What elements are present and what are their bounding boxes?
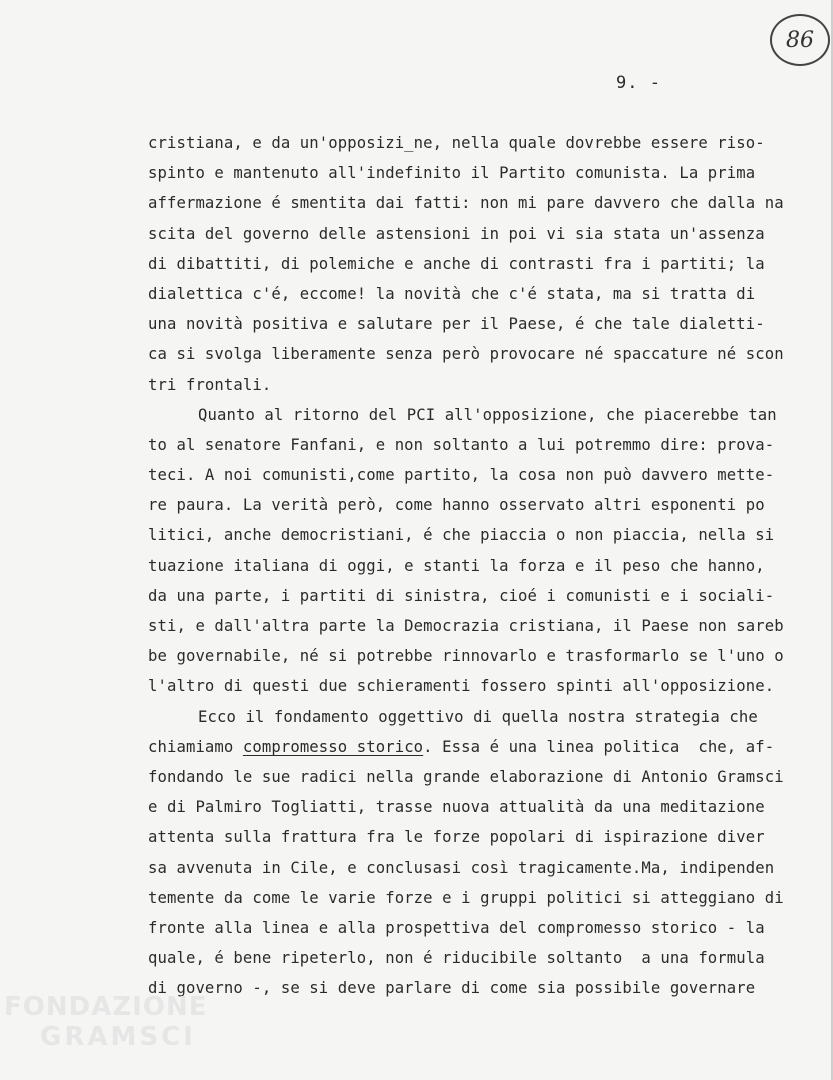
underlined-phrase: compromesso storico (242, 737, 424, 756)
text-line: l'altro di questi due schieramenti fossero spinti all'opposizione. (148, 677, 775, 696)
archive-number-text: 86 (786, 27, 814, 53)
text-line: una novità positiva e salutare per il Paese, é che tale dialetti- (148, 315, 765, 334)
text-line: sti, e dall'altra parte la Democrazia cristiana, il Paese non sareb (148, 617, 784, 635)
typed-body-text (148, 128, 808, 1003)
text-line: cristiana, e da un'opposizi_ne, nella quale dovrebbe essere riso- (148, 134, 765, 152)
text-line: fondando le sue radici nella grande elaborazione di Antonio Gramsci (148, 767, 784, 786)
text-line: sa avvenuta in Cile, e conclusasi così tragicamente.Ma, indipenden (148, 858, 775, 877)
text-line: da una parte, i partiti di sinistra, cioé i comunisti e i sociali- (148, 586, 775, 605)
text-line: attenta sulla frattura fra le forze popolari di ispirazione diver (148, 828, 765, 847)
text-line: spinto e mantenuto all'indefinito il Partito comunista. La prima (148, 164, 756, 183)
text-line: teci. A noi comunisti,come partito, la cosa non può davvero mette- (148, 466, 775, 485)
watermark-line-2: GRAMSCI (40, 1022, 196, 1052)
text-line: tuazione italiana di oggi, e stanti la forza e il peso che hanno, (148, 556, 765, 575)
text-line: Ecco il fondamento oggettivo di quella nostra strategia che (198, 707, 758, 726)
text-line: fronte alla linea e alla prospettiva del compromesso storico - la (148, 918, 765, 937)
text-line: litici, anche democristiani, é che piaccia o non piaccia, nella si (148, 526, 775, 545)
text-line: chiamiamo compromesso storico. Essa é una linea politica che, af- (148, 737, 775, 756)
text-line: re paura. La verità però, come hanno osservato altri esponenti po (148, 496, 765, 515)
archive-page-number-stamp (770, 14, 830, 66)
text-line: Quanto al ritorno del PCI all'opposizione, che piacerebbe tan (198, 405, 777, 424)
text-line: di governo -, se si deve parlare di come sia possibile governare (148, 979, 756, 998)
text-line: quale, é bene ripeterlo, non é riducibile soltanto a una formula (148, 949, 765, 968)
text-line: scita del governo delle astensioni in poi vi sia stata un'assenza (148, 224, 765, 243)
text-line: e di Palmiro Togliatti, trasse nuova attualità da una meditazione (148, 798, 765, 817)
page-number: 9. - (616, 73, 661, 93)
text-line: di dibattiti, di polemiche e anche di contrasti fra i partiti; la (148, 254, 765, 273)
text-line: tri frontali. (148, 375, 272, 394)
fondazione-gramsci-watermark (4, 992, 207, 1052)
watermark-line-1: FONDAZIONE (4, 992, 208, 1022)
text-line: temente da come le varie forze e i gruppi politici si atteggiano di (148, 888, 784, 907)
text-line: be governabile, né si potrebbe rinnovarlo e trasformarlo se l'uno o (148, 647, 784, 666)
text-line: dialettica c'é, eccome! la novità che c'é stata, ma si tratta di (148, 284, 756, 303)
text-line: ca si svolga liberamente senza però provocare né spaccature né scon (148, 345, 784, 364)
text-line: affermazione é smentita dai fatti: non mi pare davvero che dalla na (148, 194, 784, 213)
text-line: to al senatore Fanfani, e non soltanto a lui potremmo dire: prova- (148, 435, 775, 454)
